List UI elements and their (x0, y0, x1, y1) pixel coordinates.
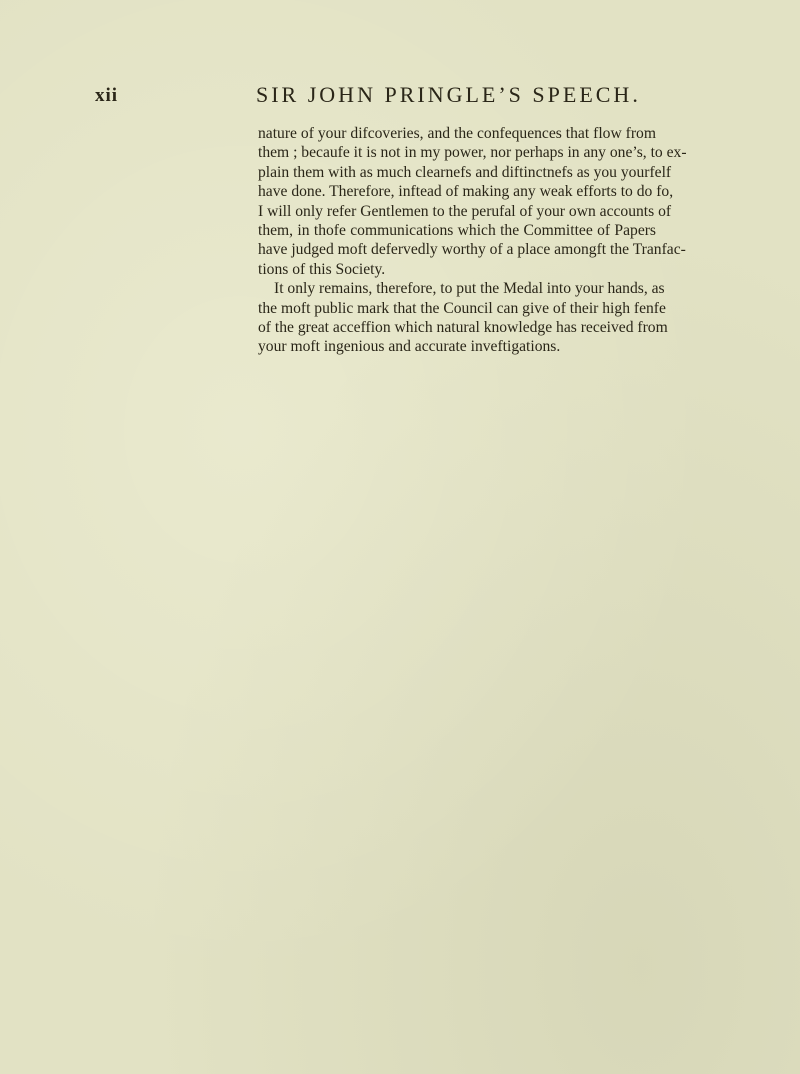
running-title: SIR JOHN PRINGLE’S SPEECH. (256, 82, 641, 107)
text-line: It only remains, therefore, to put the Medal into your hands, as (274, 280, 665, 298)
text-line: your moft ingenious and accurate inveftigations. (258, 338, 561, 356)
text-line: plain them with as much clearnefs and diftinctnefs as you yourfelf (258, 163, 672, 181)
text-line: the moft public mark that the Council can give of their high fenfe (258, 299, 666, 317)
body-text (258, 124, 687, 357)
text-line: them, in thofe communications which the Committee of Papers (258, 222, 656, 240)
text-line: have judged moft defervedly worthy of a place amongft the Tranfac- (258, 241, 686, 259)
page-number: xii (95, 85, 119, 106)
running-head (0, 82, 800, 112)
text-line: of the great acceffion which natural knowledge has received from (258, 319, 668, 337)
text-line: tions of this Society. (258, 260, 386, 278)
text-line: I will only refer Gentlemen to the perufal of your own accounts of (258, 202, 672, 220)
text-line: them ; becaufe it is not in my power, nor perhaps in any one’s, to ex- (258, 144, 687, 162)
text-line: have done. Therefore, inftead of making any weak efforts to do fo, (258, 183, 674, 201)
text-line: nature of your difcoveries, and the confequences that flow from (258, 125, 656, 142)
